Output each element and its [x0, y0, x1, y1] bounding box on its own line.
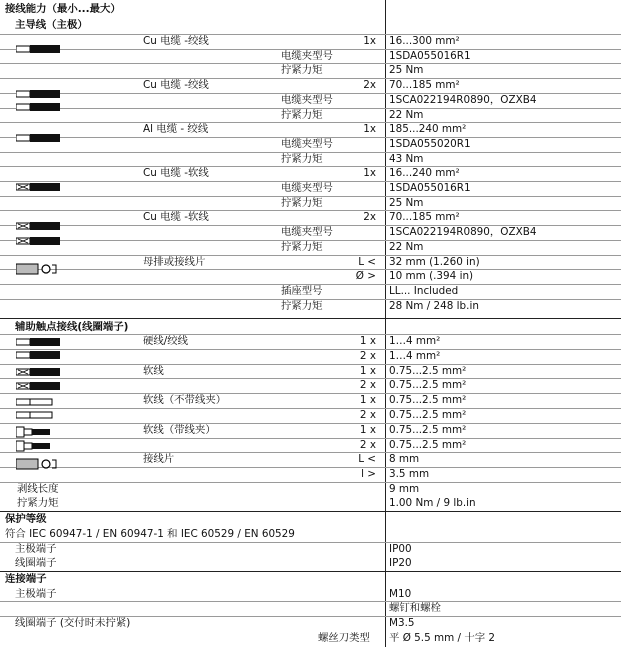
row-value: 70...185 mm²: [389, 211, 460, 224]
cable-ferrule-icon: [16, 440, 62, 452]
row-quantity: 2x: [363, 211, 376, 224]
cable-open-icon: [16, 409, 62, 421]
row-description: 软线（带线夹）: [143, 423, 216, 436]
table-row: [0, 438, 621, 451]
table-row: [0, 49, 621, 62]
column-divider: [385, 0, 386, 647]
cable-ferrule-icon: [16, 426, 62, 438]
table-row: [0, 423, 621, 436]
row-quantity: L <: [358, 255, 376, 268]
torque-label: 拧紧力矩: [17, 497, 59, 509]
cable-solid-icon: [16, 336, 62, 348]
table-row: [0, 255, 621, 268]
table-row: [0, 364, 621, 377]
protection-main-row: [0, 542, 621, 555]
row-value: 185...240 mm²: [389, 123, 467, 136]
row-parameter: 拧紧力矩: [281, 299, 323, 312]
cable-strand-icon: [16, 235, 62, 247]
row-quantity: 1 x: [359, 423, 376, 436]
row-quantity: 2x: [363, 79, 376, 92]
row-description: 接线片: [143, 453, 175, 466]
row-value: 25 Nm: [389, 64, 424, 77]
protection-main-value: IP00: [389, 543, 412, 555]
table-row: [0, 93, 621, 106]
connection-main-value: M10: [389, 588, 412, 600]
strip-label: 剥线长度: [17, 483, 59, 495]
section-title: 接线能力（最小...最大）: [5, 3, 121, 15]
screwdriver-label: 螺丝刀类型: [318, 632, 370, 644]
cable-open-icon: [16, 396, 62, 408]
subsection-title: 主导线（主极）: [15, 19, 88, 31]
table-row: [0, 408, 621, 421]
row-description: 软线（不带线夹）: [143, 394, 227, 407]
table-row: [0, 137, 621, 150]
row-value: 1SCA022194R0890，OZXB4: [389, 226, 537, 239]
row-quantity: 1x: [363, 123, 376, 136]
protection-main-label: 主极端子: [15, 543, 57, 555]
row-value: 0.75...2.5 mm²: [389, 379, 467, 392]
row-description: 软线: [143, 364, 164, 377]
table-row: [0, 196, 621, 209]
row-parameter: 拧紧力矩: [281, 196, 323, 209]
row-value: 43 Nm: [389, 152, 424, 165]
row-value: 32 mm (1.260 in): [389, 255, 480, 268]
row-value: 16...300 mm²: [389, 35, 460, 47]
table-row: [0, 452, 621, 466]
row-parameter: 插座型号: [281, 284, 323, 297]
table-row: [0, 152, 621, 165]
connection-coil-row: [0, 616, 621, 629]
row-value: 25 Nm: [389, 196, 424, 209]
separator: [0, 571, 621, 572]
table-row: [0, 122, 621, 136]
section-title: 保护等级: [5, 513, 47, 525]
row-value: 28 Nm / 248 lb.in: [389, 299, 479, 312]
cable-solid-icon: [16, 88, 62, 100]
screwdriver-value: 平 Ø 5.5 mm / 十字 2: [389, 632, 496, 644]
row-value: 1SDA055016R1: [389, 49, 471, 62]
row-quantity: L <: [358, 453, 376, 466]
table-row: [0, 467, 621, 481]
row-parameter: 电缆夹型号: [281, 49, 333, 62]
terminal-lug-icon: [16, 458, 62, 470]
row-description: Cu 电缆 -绞线: [143, 35, 209, 47]
row-description: 母排或接线片: [143, 255, 206, 268]
table-row: [0, 108, 621, 121]
table-row: [0, 63, 621, 77]
cable-solid-icon: [16, 132, 62, 144]
row-value: 10 mm (.394 in): [389, 270, 474, 283]
table-row: [0, 210, 621, 224]
row-description: Cu 电缆 -软线: [143, 211, 209, 224]
table-row: [0, 284, 621, 297]
row-quantity: 1 x: [359, 335, 376, 347]
row-value: 22 Nm: [389, 240, 424, 253]
protection-coil-value: IP20: [389, 557, 412, 569]
row-quantity: l >: [361, 468, 376, 481]
row-value: 1SDA055016R1: [389, 182, 471, 194]
row-value: 1…4 mm²: [389, 335, 441, 347]
row-value: 0.75...2.5 mm²: [389, 394, 467, 407]
connection-coil-value: M3.5: [389, 617, 415, 629]
separator: [0, 318, 621, 319]
row-parameter: 拧紧力矩: [281, 240, 323, 253]
protection-coil-label: 线圈端子: [15, 557, 57, 569]
section-title: 连接端子: [5, 573, 47, 585]
row-quantity: 2 x: [359, 409, 376, 421]
cable-solid-icon: [16, 101, 62, 113]
row-parameter: 拧紧力矩: [281, 152, 323, 165]
table-row: [0, 299, 621, 312]
row-value: 16...240 mm²: [389, 167, 460, 180]
strip-length-row: [0, 482, 621, 495]
protection-standard: 符合 IEC 60947-1 / EN 60947-1 和 IEC 60529 / EN 60529: [5, 528, 295, 540]
subsection-title: 辅助触点接线(线圈端子): [15, 321, 129, 333]
row-quantity: 1x: [363, 35, 376, 47]
row-parameter: 电缆夹型号: [281, 93, 333, 106]
row-quantity: 2 x: [359, 349, 376, 362]
row-value: 1SDA055020R1: [389, 137, 471, 150]
row-value: 8 mm: [389, 453, 420, 466]
row-value: 0.75...2.5 mm²: [389, 423, 467, 436]
row-value: 3.5 mm: [389, 468, 430, 481]
strip-value: 9 mm: [389, 483, 420, 495]
row-value: LL... Included: [389, 284, 459, 297]
table-row: [0, 269, 621, 283]
row-description: Al 电缆 - 绞线: [143, 123, 209, 136]
separator: [0, 511, 621, 512]
row-value: 0.75...2.5 mm²: [389, 438, 467, 451]
row-description: 硬线/绞线: [143, 335, 189, 347]
row-parameter: 拧紧力矩: [281, 108, 323, 121]
cable-strand-icon: [16, 380, 62, 392]
row-value: 70...185 mm²: [389, 79, 460, 92]
table-row: [0, 378, 621, 392]
table-row: [0, 393, 621, 407]
row-value: 0.75...2.5 mm²: [389, 364, 467, 377]
row-description: Cu 电缆 -绞线: [143, 79, 209, 92]
row-value: 0.75...2.5 mm²: [389, 409, 467, 421]
table-row: [0, 225, 621, 239]
row-parameter: 电缆夹型号: [281, 137, 333, 150]
row-quantity: 2 x: [359, 379, 376, 392]
row-value: 1…4 mm²: [389, 349, 441, 362]
busbar-lug-icon: [16, 263, 62, 275]
cable-strand-icon: [16, 181, 62, 193]
row-quantity: Ø >: [355, 270, 376, 283]
row-quantity: 1x: [363, 167, 376, 180]
cable-strand-icon: [16, 220, 62, 232]
cable-solid-icon: [16, 43, 62, 55]
row-quantity: 1 x: [359, 394, 376, 407]
row-value: 1SCA022194R0890，OZXB4: [389, 93, 537, 106]
table-row: [0, 334, 621, 347]
connection-coil-label: 线圈端子 (交付时未拧紧): [15, 617, 131, 629]
row-quantity: 1 x: [359, 364, 376, 377]
connection-bolt-value: 螺钉和螺栓: [389, 602, 441, 614]
table-row: [0, 240, 621, 253]
connection-bolt-row: [0, 601, 621, 614]
table-row: [0, 181, 621, 194]
row-parameter: 拧紧力矩: [281, 64, 323, 77]
table-row: [0, 349, 621, 362]
connection-main-label: 主极端子: [15, 588, 57, 600]
row-description: Cu 电缆 -软线: [143, 167, 209, 180]
cable-strand-icon: [16, 366, 62, 378]
table-row: [0, 166, 621, 180]
cable-solid-icon: [16, 349, 62, 361]
table-row: [0, 34, 621, 47]
row-parameter: 电缆夹型号: [281, 226, 333, 239]
row-parameter: 电缆夹型号: [281, 182, 333, 194]
torque-value: 1.00 Nm / 9 lb.in: [389, 497, 476, 509]
table-row: [0, 78, 621, 92]
row-value: 22 Nm: [389, 108, 424, 121]
row-quantity: 2 x: [359, 438, 376, 451]
